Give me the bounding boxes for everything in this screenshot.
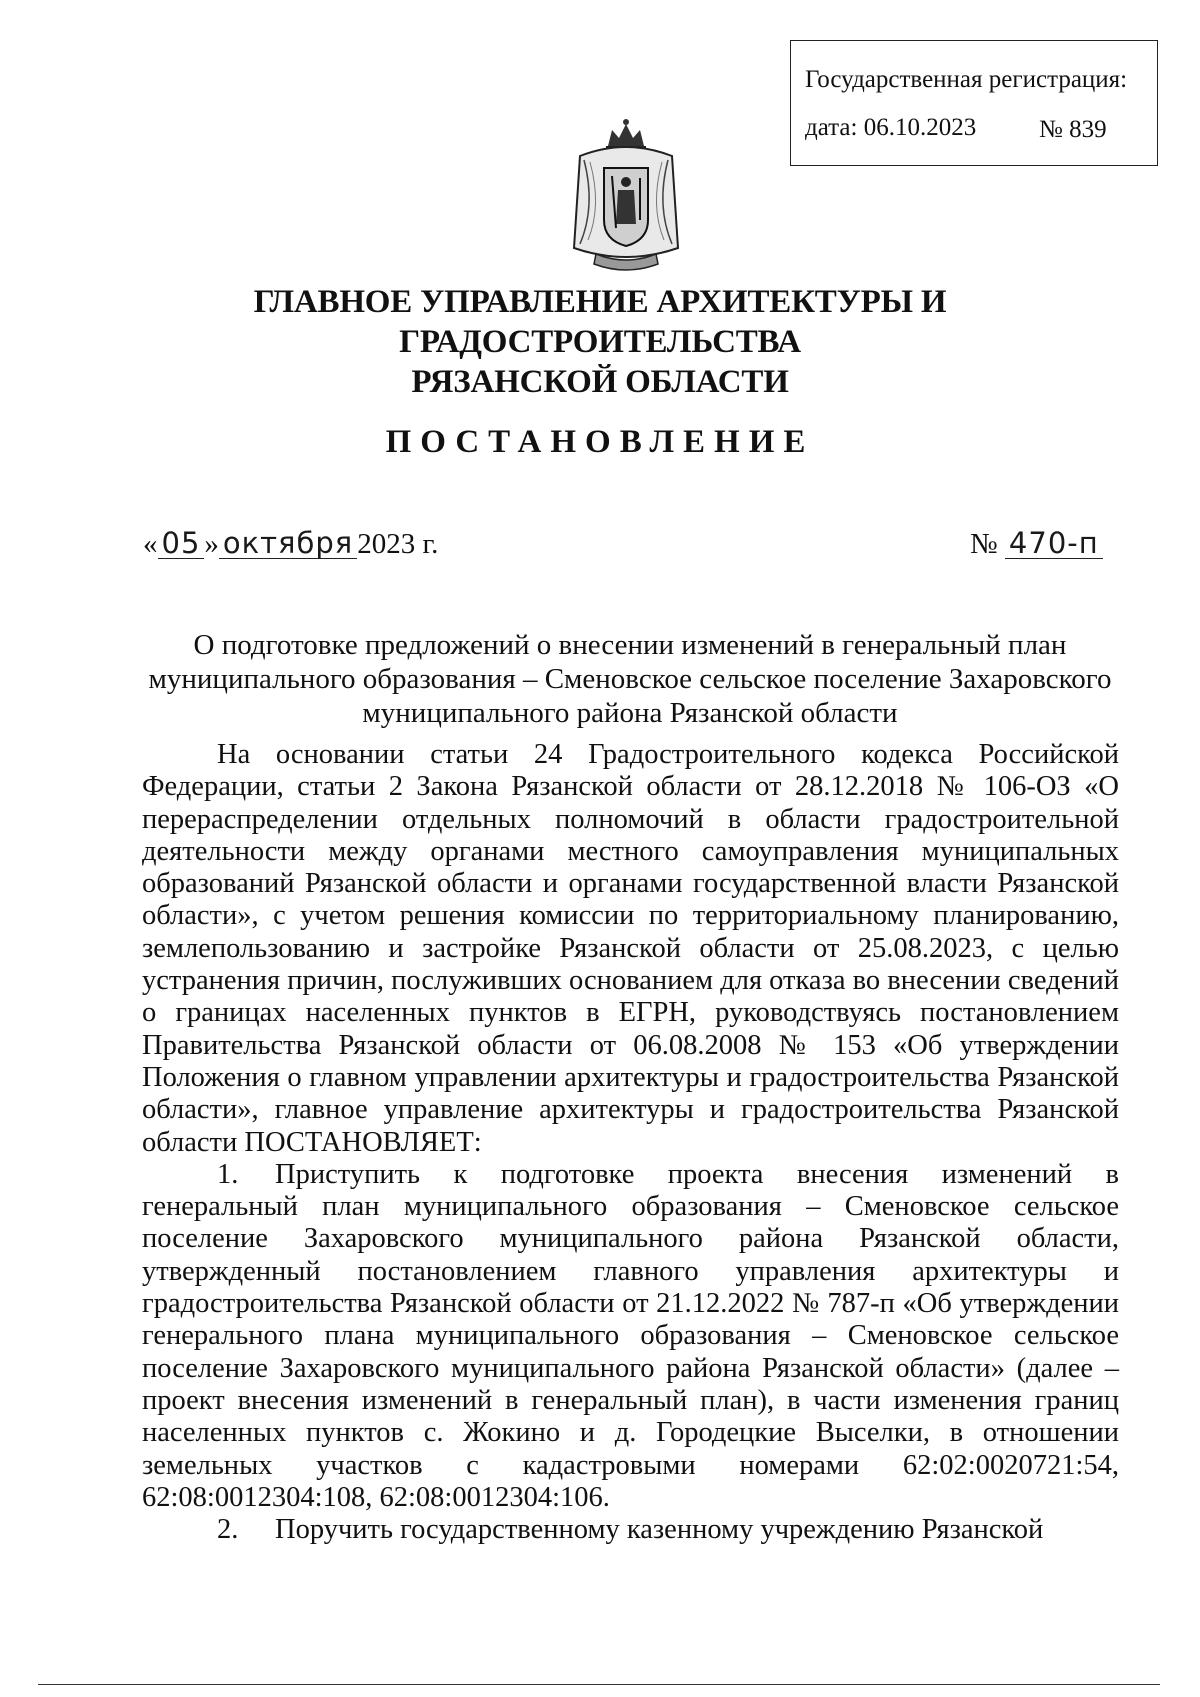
page-bottom-rule — [38, 1684, 1160, 1685]
date-day: 05 — [158, 528, 205, 559]
document-body — [142, 739, 1119, 1546]
date-year: 2023 г. — [357, 528, 439, 560]
item-number: 2. — [217, 1514, 239, 1546]
date-month: октября — [219, 528, 357, 559]
item-number: 1. — [217, 1158, 239, 1190]
document-date — [143, 528, 438, 561]
registration-number: № 839 — [1039, 116, 1107, 143]
organization-line-1: ГЛАВНОЕ УПРАВЛЕНИЕ АРХИТЕКТУРЫ И ГРАДОСТРОИТЕЛЬСТВА — [253, 284, 947, 360]
document-type: ПОСТАНОВЛЕНИЕ — [385, 424, 815, 460]
number-value: 470-п — [1005, 528, 1103, 559]
document-subject: О подготовке предложений о внесении изменений в генеральный план муниципального образования – Сменовское сельское поселение Захаровского муниципального района Рязанской области — [148, 629, 1112, 729]
date-open-quote: « — [143, 528, 158, 560]
number-prefix: № — [970, 528, 998, 560]
list-item — [142, 1159, 1119, 1514]
list-item — [142, 1514, 1119, 1546]
item-text: Поручить государственному казенному учреждению Рязанской — [275, 1514, 1044, 1546]
ryazan-coat-of-arms-icon — [566, 116, 686, 276]
registration-stamp — [790, 40, 1158, 166]
document-number — [970, 528, 1103, 561]
registration-date: дата: 06.10.2023 — [805, 114, 977, 141]
organization-line-2: РЯЗАНСКОЙ ОБЛАСТИ — [411, 364, 789, 400]
registration-title: Государственная регистрация: — [805, 66, 1128, 93]
preamble-paragraph: На основании статьи 24 Градостроительного кодекса Российской Федерации, статьи 2 Закона Рязанской области от 28.12.2018 № 106-ОЗ «О перераспределении отдельных полномочий в области градостроительной деятельности между органами местного самоуправления муниципальных образований Рязанской области и органами государственной власти Рязанской области», с учетом решения комиссии по территориальному планированию, землепользованию и застройке Рязанской области от 25.08.2023, с целью устранения причин, послуживших основанием для отказа во внесении сведений о границах населенных пунктов в ЕГРН, руководствуясь постановлением Правительства Рязанской области от 06.08.2008 № 153 «Об утверждении Положения о главном управлении архитектуры и градостроительства Рязанской области», главное управление архитектуры и градостроительства Рязанской области ПОСТАНОВЛЯЕТ: — [142, 739, 1119, 1158]
organization-name — [60, 282, 1140, 402]
date-close-quote: » — [204, 528, 219, 560]
item-text: Приступить к подготовке проекта внесения изменений в генеральный план муниципального образования – Сменовское сельское поселение Захаровского муниципального района Рязанской области, утвержденный постановлением главного управления архитектуры и градостроительства Рязанской области от 21.12.2022 № 787-п «Об утверждении генерального плана муниципального образования – Сменовское сельское поселение Захаровского муниципального района Рязанской области» (далее – проект внесения изменений в генеральный план), в части изменения границ населенных пунктов с. Жокино и д. Городецкие Выселки, в отношении земельных участков с кадастровыми номерами 62:02:0020721:54, 62:08:0012304:108, 62:08:0012304:106. — [142, 1158, 1119, 1513]
